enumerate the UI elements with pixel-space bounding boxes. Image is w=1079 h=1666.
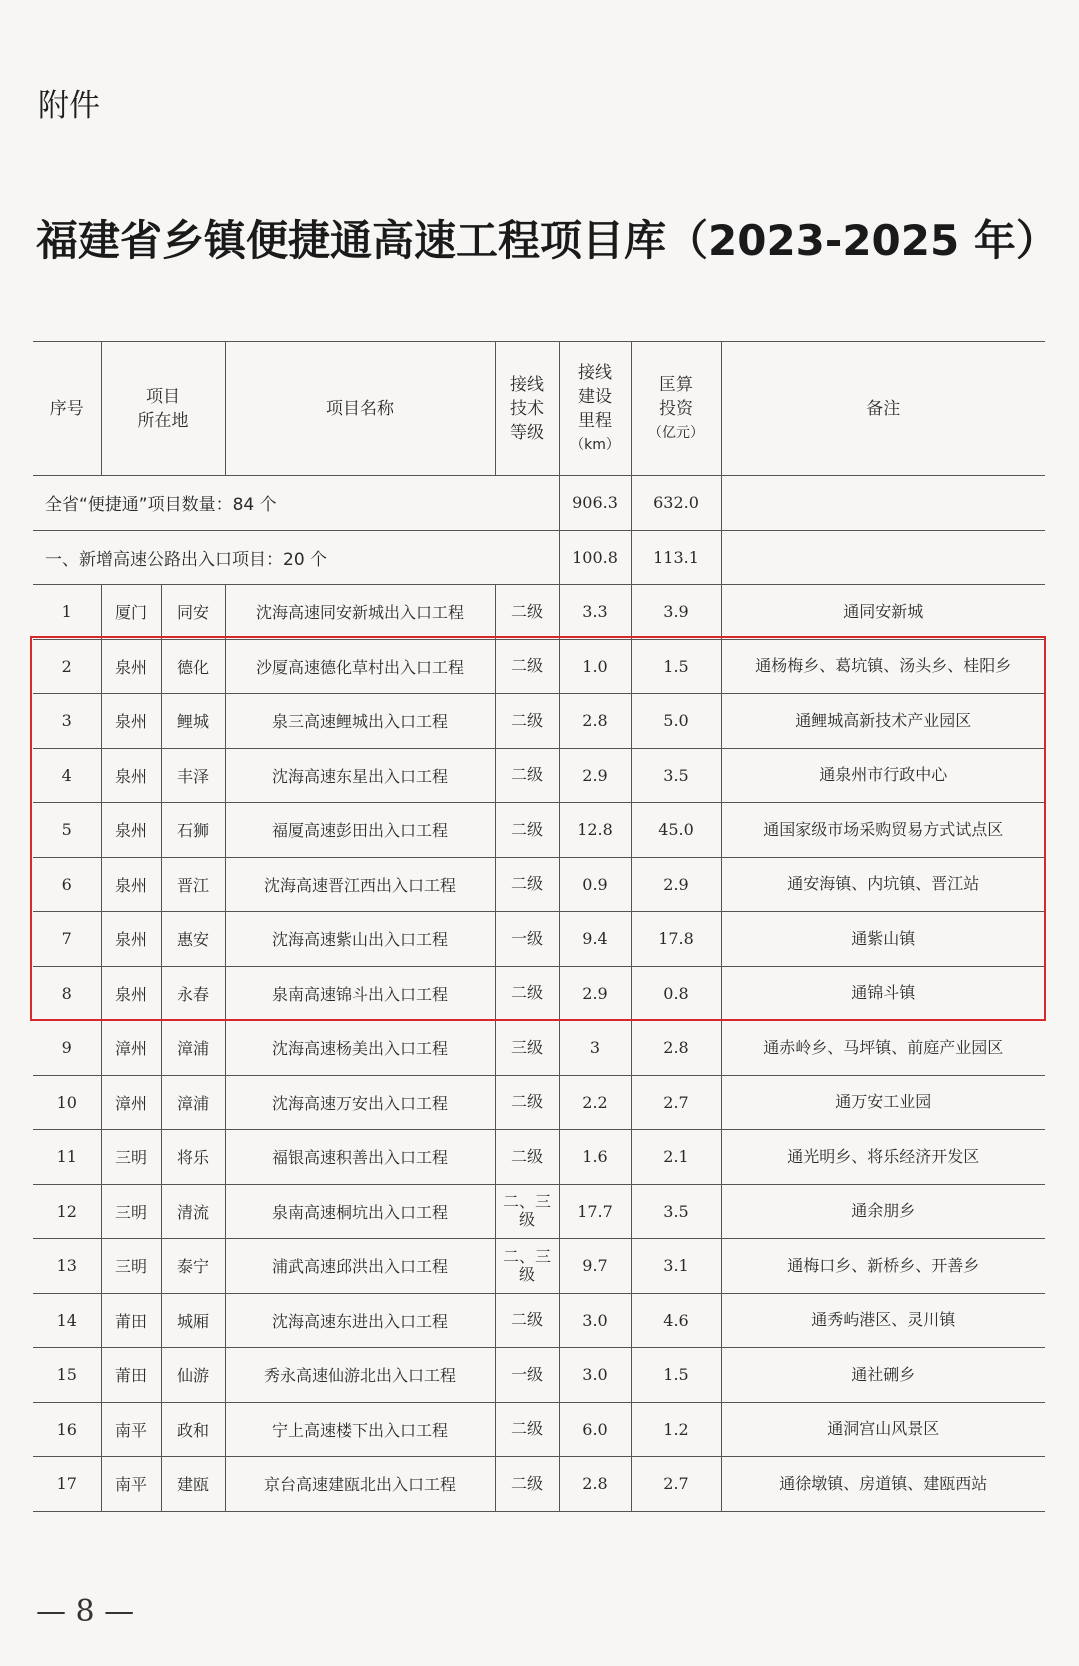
cell-length: 1.6 xyxy=(559,1130,631,1185)
cell-note: 通紫山镇 xyxy=(721,912,1045,967)
table-row xyxy=(33,639,1045,694)
cell-invest: 3.5 xyxy=(631,748,721,803)
cell-name: 宁上高速楼下出入口工程 xyxy=(225,1402,495,1457)
cell-city: 泉州 xyxy=(101,966,161,1021)
header-location: 项目 所在地 xyxy=(101,342,225,476)
cell-length: 9.7 xyxy=(559,1239,631,1294)
project-table xyxy=(33,341,1045,1512)
cell-level: 二级 xyxy=(495,803,559,858)
cell-note: 通锦斗镇 xyxy=(721,966,1045,1021)
cell-seq: 3 xyxy=(33,694,101,749)
cell-name: 浦武高速邱洪出入口工程 xyxy=(225,1239,495,1294)
cell-name: 福银高速积善出入口工程 xyxy=(225,1130,495,1185)
cell-county: 德化 xyxy=(161,639,225,694)
cell-name: 泉南高速桐坑出入口工程 xyxy=(225,1184,495,1239)
cell-name: 沈海高速东星出入口工程 xyxy=(225,748,495,803)
cell-level: 二级 xyxy=(495,748,559,803)
cell-seq: 15 xyxy=(33,1348,101,1403)
cell-level: 二级 xyxy=(495,1293,559,1348)
cell-seq: 4 xyxy=(33,748,101,803)
cell-level: 二、三级 xyxy=(495,1239,559,1294)
cell-length: 6.0 xyxy=(559,1402,631,1457)
cell-city: 漳州 xyxy=(101,1075,161,1130)
cell-county: 清流 xyxy=(161,1184,225,1239)
cell-invest: 17.8 xyxy=(631,912,721,967)
table-row xyxy=(33,1293,1045,1348)
table-header-row xyxy=(33,342,1045,476)
cell-city: 泉州 xyxy=(101,857,161,912)
cell-invest: 2.7 xyxy=(631,1075,721,1130)
cell-level: 二级 xyxy=(495,1075,559,1130)
cell-seq: 10 xyxy=(33,1075,101,1130)
header-level: 接线 技术 等级 xyxy=(495,342,559,476)
summary-length: 906.3 xyxy=(559,476,631,531)
cell-seq: 2 xyxy=(33,639,101,694)
cell-county: 仙游 xyxy=(161,1348,225,1403)
cell-level: 二级 xyxy=(495,966,559,1021)
table-row xyxy=(33,1457,1045,1512)
cell-city: 南平 xyxy=(101,1402,161,1457)
table-row xyxy=(33,694,1045,749)
cell-invest: 1.5 xyxy=(631,1348,721,1403)
cell-name: 沈海高速万安出入口工程 xyxy=(225,1075,495,1130)
cell-county: 建瓯 xyxy=(161,1457,225,1512)
cell-county: 永春 xyxy=(161,966,225,1021)
cell-city: 泉州 xyxy=(101,912,161,967)
cell-city: 泉州 xyxy=(101,694,161,749)
cell-level: 二级 xyxy=(495,1130,559,1185)
header-invest: 匡算 投资 （亿元） xyxy=(631,342,721,476)
cell-length: 3.0 xyxy=(559,1348,631,1403)
cell-note: 通泉州市行政中心 xyxy=(721,748,1045,803)
header-length: 接线 建设 里程 （km） xyxy=(559,342,631,476)
cell-county: 同安 xyxy=(161,585,225,640)
cell-note: 通鲤城高新技术产业园区 xyxy=(721,694,1045,749)
cell-name: 沈海高速杨美出入口工程 xyxy=(225,1021,495,1076)
cell-city: 三明 xyxy=(101,1239,161,1294)
cell-city: 三明 xyxy=(101,1130,161,1185)
summary-invest: 632.0 xyxy=(631,476,721,531)
table-row xyxy=(33,803,1045,858)
cell-city: 漳州 xyxy=(101,1021,161,1076)
cell-invest: 45.0 xyxy=(631,803,721,858)
cell-county: 政和 xyxy=(161,1402,225,1457)
summary-row xyxy=(33,476,1045,531)
section-length: 100.8 xyxy=(559,530,631,585)
table-row xyxy=(33,1239,1045,1294)
cell-invest: 2.1 xyxy=(631,1130,721,1185)
cell-seq: 6 xyxy=(33,857,101,912)
cell-length: 2.2 xyxy=(559,1075,631,1130)
cell-level: 二级 xyxy=(495,1402,559,1457)
cell-invest: 2.8 xyxy=(631,1021,721,1076)
cell-county: 城厢 xyxy=(161,1293,225,1348)
cell-level: 二级 xyxy=(495,1457,559,1512)
table-row xyxy=(33,748,1045,803)
cell-invest: 5.0 xyxy=(631,694,721,749)
cell-seq: 5 xyxy=(33,803,101,858)
cell-county: 惠安 xyxy=(161,912,225,967)
header-name: 项目名称 xyxy=(225,342,495,476)
cell-invest: 0.8 xyxy=(631,966,721,1021)
cell-name: 秀永高速仙游北出入口工程 xyxy=(225,1348,495,1403)
table-row xyxy=(33,966,1045,1021)
attachment-label: 附件 xyxy=(38,88,100,124)
table-row xyxy=(33,585,1045,640)
cell-length: 2.8 xyxy=(559,1457,631,1512)
cell-length: 3 xyxy=(559,1021,631,1076)
header-note: 备注 xyxy=(721,342,1045,476)
cell-name: 沈海高速晋江西出入口工程 xyxy=(225,857,495,912)
cell-length: 1.0 xyxy=(559,639,631,694)
cell-level: 三级 xyxy=(495,1021,559,1076)
cell-seq: 11 xyxy=(33,1130,101,1185)
cell-invest: 2.7 xyxy=(631,1457,721,1512)
table-row xyxy=(33,912,1045,967)
cell-length: 3.3 xyxy=(559,585,631,640)
cell-note: 通国家级市场采购贸易方式试点区 xyxy=(721,803,1045,858)
cell-county: 漳浦 xyxy=(161,1021,225,1076)
section-invest: 113.1 xyxy=(631,530,721,585)
cell-invest: 1.2 xyxy=(631,1402,721,1457)
cell-invest: 2.9 xyxy=(631,857,721,912)
cell-city: 莆田 xyxy=(101,1348,161,1403)
cell-name: 福厦高速彭田出入口工程 xyxy=(225,803,495,858)
cell-seq: 14 xyxy=(33,1293,101,1348)
cell-length: 2.9 xyxy=(559,748,631,803)
cell-length: 12.8 xyxy=(559,803,631,858)
cell-invest: 4.6 xyxy=(631,1293,721,1348)
cell-seq: 13 xyxy=(33,1239,101,1294)
cell-level: 二级 xyxy=(495,639,559,694)
cell-note: 通社硎乡 xyxy=(721,1348,1045,1403)
cell-level: 二级 xyxy=(495,857,559,912)
table-row xyxy=(33,857,1045,912)
cell-city: 厦门 xyxy=(101,585,161,640)
cell-note: 通洞宫山风景区 xyxy=(721,1402,1045,1457)
cell-note: 通梅口乡、新桥乡、开善乡 xyxy=(721,1239,1045,1294)
cell-level: 一级 xyxy=(495,1348,559,1403)
page-title: 福建省乡镇便捷通高速工程项目库（2023-2025 年） xyxy=(36,216,1058,265)
cell-county: 鲤城 xyxy=(161,694,225,749)
cell-seq: 17 xyxy=(33,1457,101,1512)
cell-name: 泉三高速鲤城出入口工程 xyxy=(225,694,495,749)
section-label: 一、新增高速公路出入口项目：20 个 xyxy=(33,530,559,585)
table-row xyxy=(33,1130,1045,1185)
cell-note: 通秀屿港区、灵川镇 xyxy=(721,1293,1045,1348)
cell-invest: 1.5 xyxy=(631,639,721,694)
cell-seq: 1 xyxy=(33,585,101,640)
cell-city: 莆田 xyxy=(101,1293,161,1348)
cell-level: 二级 xyxy=(495,585,559,640)
table-row xyxy=(33,1075,1045,1130)
cell-note: 通徐墩镇、房道镇、建瓯西站 xyxy=(721,1457,1045,1512)
table-row xyxy=(33,1348,1045,1403)
cell-county: 将乐 xyxy=(161,1130,225,1185)
cell-county: 泰宁 xyxy=(161,1239,225,1294)
cell-city: 泉州 xyxy=(101,748,161,803)
cell-level: 二、三级 xyxy=(495,1184,559,1239)
cell-seq: 8 xyxy=(33,966,101,1021)
page-number: — 8 — xyxy=(36,1594,135,1629)
cell-name: 沙厦高速德化草村出入口工程 xyxy=(225,639,495,694)
table-row xyxy=(33,1184,1045,1239)
cell-note: 通余朋乡 xyxy=(721,1184,1045,1239)
cell-level: 一级 xyxy=(495,912,559,967)
summary-note xyxy=(721,476,1045,531)
section-row xyxy=(33,530,1045,585)
cell-note: 通杨梅乡、葛坑镇、汤头乡、桂阳乡 xyxy=(721,639,1045,694)
cell-city: 三明 xyxy=(101,1184,161,1239)
cell-note: 通赤岭乡、马坪镇、前庭产业园区 xyxy=(721,1021,1045,1076)
cell-name: 泉南高速锦斗出入口工程 xyxy=(225,966,495,1021)
cell-city: 南平 xyxy=(101,1457,161,1512)
header-seq: 序号 xyxy=(33,342,101,476)
cell-invest: 3.5 xyxy=(631,1184,721,1239)
cell-seq: 16 xyxy=(33,1402,101,1457)
cell-length: 9.4 xyxy=(559,912,631,967)
cell-seq: 7 xyxy=(33,912,101,967)
cell-county: 丰泽 xyxy=(161,748,225,803)
cell-city: 泉州 xyxy=(101,639,161,694)
cell-length: 3.0 xyxy=(559,1293,631,1348)
cell-county: 晋江 xyxy=(161,857,225,912)
summary-label: 全省“便捷通”项目数量：84 个 xyxy=(33,476,559,531)
cell-city: 泉州 xyxy=(101,803,161,858)
cell-name: 沈海高速同安新城出入口工程 xyxy=(225,585,495,640)
cell-name: 沈海高速紫山出入口工程 xyxy=(225,912,495,967)
cell-length: 2.8 xyxy=(559,694,631,749)
cell-length: 0.9 xyxy=(559,857,631,912)
table-row xyxy=(33,1021,1045,1076)
section-note xyxy=(721,530,1045,585)
cell-level: 二级 xyxy=(495,694,559,749)
cell-seq: 12 xyxy=(33,1184,101,1239)
cell-name: 京台高速建瓯北出入口工程 xyxy=(225,1457,495,1512)
cell-invest: 3.9 xyxy=(631,585,721,640)
cell-note: 通光明乡、将乐经济开发区 xyxy=(721,1130,1045,1185)
cell-length: 2.9 xyxy=(559,966,631,1021)
cell-note: 通同安新城 xyxy=(721,585,1045,640)
cell-name: 沈海高速东进出入口工程 xyxy=(225,1293,495,1348)
cell-length: 17.7 xyxy=(559,1184,631,1239)
cell-invest: 3.1 xyxy=(631,1239,721,1294)
cell-note: 通安海镇、内坑镇、晋江站 xyxy=(721,857,1045,912)
cell-county: 漳浦 xyxy=(161,1075,225,1130)
cell-county: 石狮 xyxy=(161,803,225,858)
table-row xyxy=(33,1402,1045,1457)
cell-note: 通万安工业园 xyxy=(721,1075,1045,1130)
cell-seq: 9 xyxy=(33,1021,101,1076)
